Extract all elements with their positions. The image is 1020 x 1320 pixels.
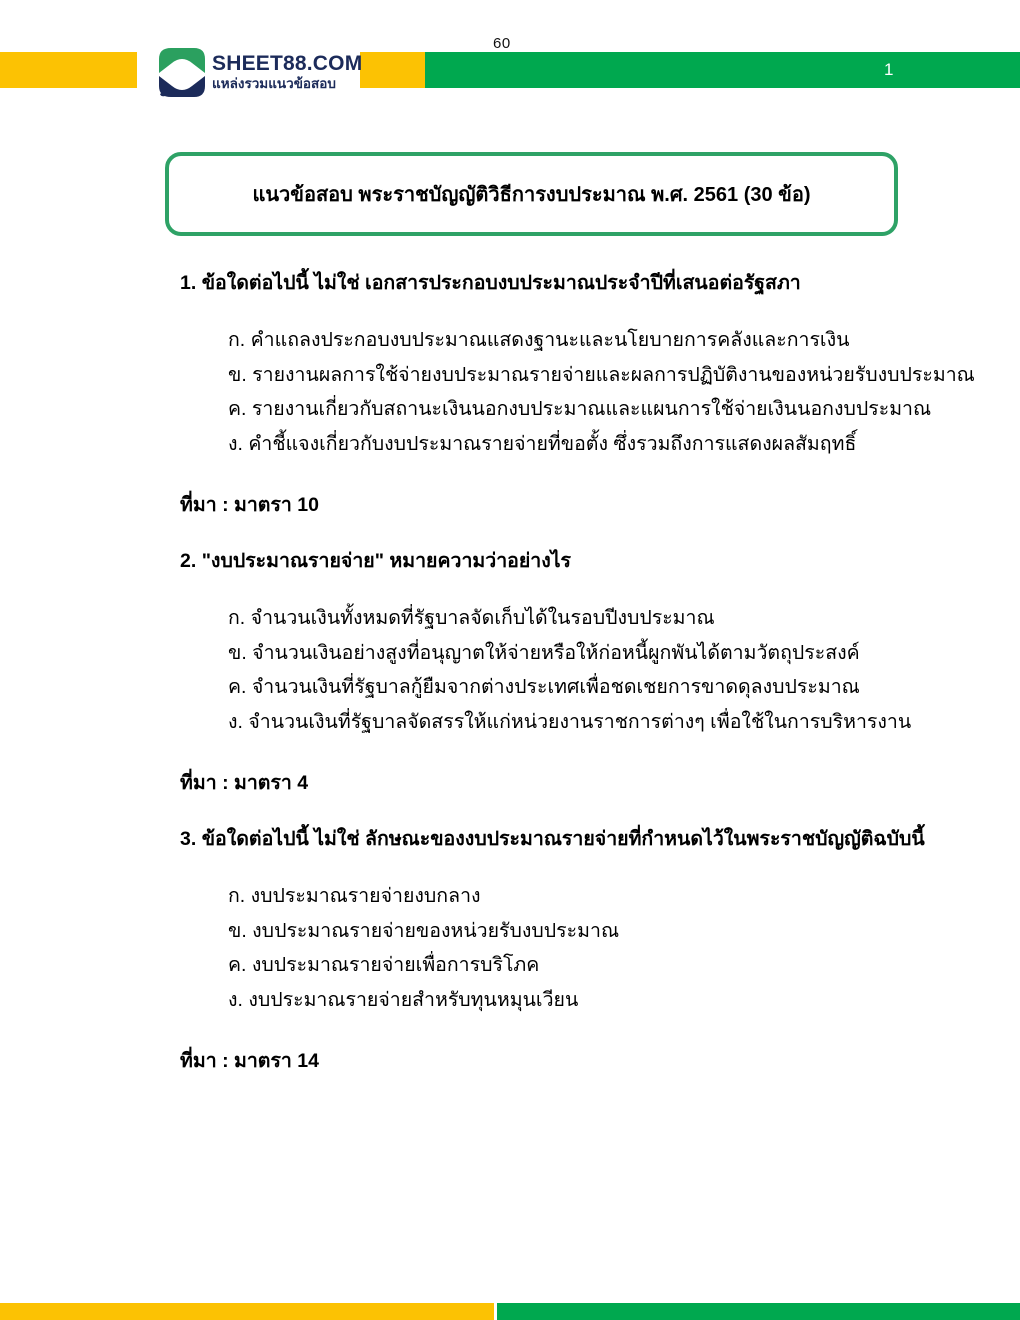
question-number: 3. (180, 828, 197, 850)
answer-option: ข. งบประมาณรายจ่ายของหน่วยรับงบประมาณ (228, 919, 620, 942)
question-block (180, 549, 912, 795)
answer-option: ค. รายงานเกี่ยวกับสถานะเงินนอกงบประมาณและแผนการใช้จ่ายเงินนอกงบประมาณ (228, 398, 932, 420)
footer-bar-green (497, 1303, 1020, 1320)
logo-text-block (212, 47, 362, 91)
question-number: 1. (180, 272, 197, 294)
answer-option: ข. จำนวนเงินอย่างสูงที่อนุญาตให้จ่ายหรือให้ก่อหนี้ผูกพันได้ตามวัตถุประสงค์ (228, 641, 860, 664)
exam-title: แนวข้อสอบ พระราชบัญญัติวิธีการงบประมาณ พ.ศ. 2561 (30 ข้อ) (252, 184, 811, 206)
sheet88-logo (158, 47, 362, 99)
page-number: 1 (884, 60, 894, 79)
question-block (180, 827, 925, 1073)
question-block (180, 271, 975, 517)
question-text: "งบประมาณรายจ่าย" หมายความว่าอย่างไร (201, 550, 572, 572)
answer-option: ข. รายงานผลการใช้จ่ายงบประมาณรายจ่ายและผลการปฏิบัติงานของหน่วยรับงบประมาณ (228, 363, 975, 386)
question-source: ที่มา : มาตรา 14 (180, 1050, 319, 1072)
answer-option: ก. งบประมาณรายจ่ายงบกลาง (228, 885, 481, 907)
question-options (180, 601, 912, 739)
answer-option: ง. งบประมาณรายจ่ายสำหรับทุนหมุนเวียน (228, 988, 579, 1011)
answer-option: ก. จำนวนเงินทั้งหมดที่รัฐบาลจัดเก็บได้ในรอบปีงบประมาณ (228, 607, 715, 629)
answer-option: ค. จำนวนเงินที่รัฐบาลกู้ยืมจากต่างประเทศเพื่อชดเชยการขาดดุลงบประมาณ (228, 676, 860, 698)
question-number: 2. (180, 550, 197, 572)
question-source: ที่มา : มาตรา 10 (180, 494, 319, 516)
question-text: ข้อใดต่อไปนี้ ไม่ใช่ ลักษณะของงบประมาณรายจ่ายที่กำหนดไว้ในพระราชบัญญัติฉบับนี้ (201, 828, 925, 850)
exam-title-box (165, 152, 898, 236)
sheet88-s-icon (158, 47, 206, 99)
header-bar-yellow-mid (360, 52, 425, 88)
logo-brand-name: SHEET88.COM (212, 52, 363, 75)
questions-list (180, 271, 975, 1073)
page-top-annotation: 60 (493, 35, 511, 52)
question-text: ข้อใดต่อไปนี้ ไม่ใช่ เอกสารประกอบงบประมาณประจำปีที่เสนอต่อรัฐสภา (201, 272, 801, 294)
answer-option: ง. คำชี้แจงเกี่ยวกับงบประมาณรายจ่ายที่ขอตั้ง ซึ่งรวมถึงการแสดงผลสัมฤทธิ์ (228, 432, 857, 455)
question-source: ที่มา : มาตรา 4 (180, 772, 309, 794)
logo-tagline: แหล่งรวมแนวข้อสอบ (212, 76, 336, 91)
header-bar-green (425, 52, 1020, 88)
question-options (180, 879, 890, 1017)
header-bar-yellow-left (0, 52, 137, 88)
answer-option: ก. คำแถลงประกอบงบประมาณแสดงฐานะและนโยบายการคลังและการเงิน (228, 329, 850, 351)
question-title (180, 549, 890, 573)
question-title (180, 827, 925, 851)
answer-option: ง. จำนวนเงินที่รัฐบาลจัดสรรให้แก่หน่วยงานราชการต่างๆ เพื่อใช้ในการบริหารงาน (228, 710, 912, 733)
answer-option: ค. งบประมาณรายจ่ายเพื่อการบริโภค (228, 954, 540, 976)
question-title (180, 271, 890, 295)
question-options (180, 323, 975, 461)
footer-bar-yellow (0, 1303, 494, 1320)
